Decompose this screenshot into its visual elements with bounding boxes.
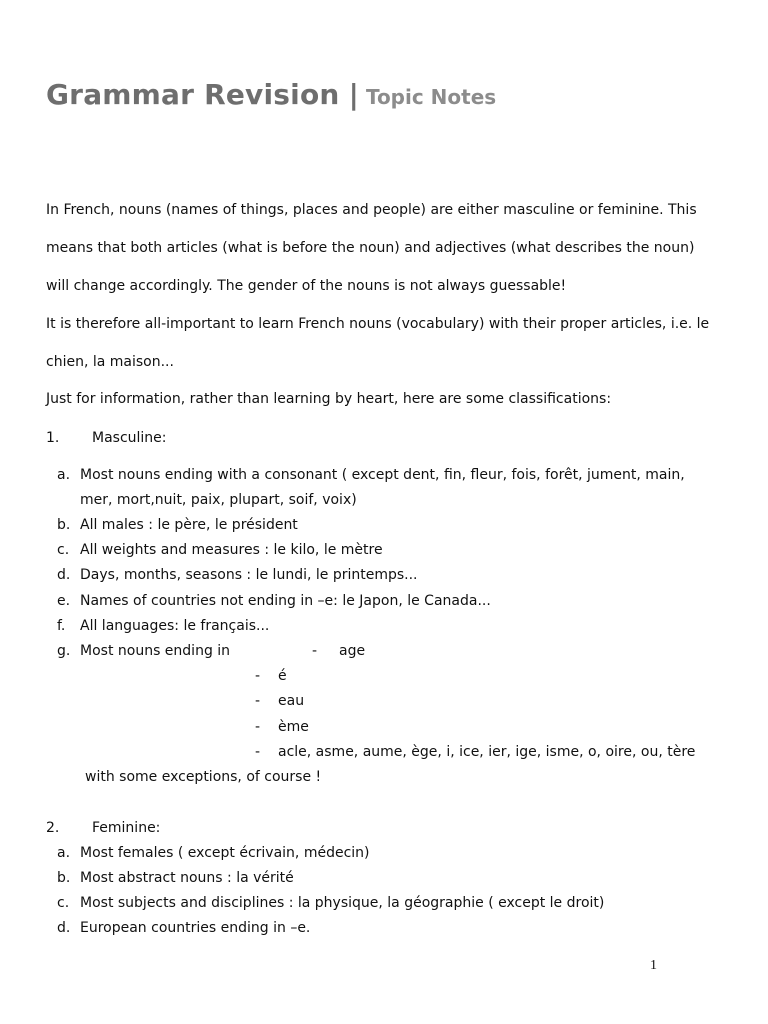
list-item: European countries ending in –e.: [80, 920, 311, 936]
list-item: Most subjects and disciplines : la physique, la géographie ( except le droit): [80, 895, 605, 911]
ending-dash: -: [255, 719, 261, 735]
list-item: All males : le père, le président: [80, 517, 298, 533]
list-marker: g.: [57, 643, 71, 659]
list-item: Most females ( except écrivain, médecin): [80, 845, 370, 861]
intro-paragraph-1-line-2: means that both articles (what is before the noun) and adjectives (what describes the noun): [46, 240, 695, 256]
ending-item: age: [339, 643, 366, 659]
ending-item: é: [278, 668, 287, 684]
intro-paragraph-1-line-3: will change accordingly. The gender of the nouns is not always guessable!: [46, 278, 567, 294]
page-title: [46, 78, 496, 111]
list-marker: d.: [57, 567, 71, 583]
list-item: Most nouns ending in: [80, 643, 231, 659]
section-heading-feminine: Feminine:: [92, 820, 161, 836]
title-subtitle: Topic Notes: [365, 85, 497, 109]
section-number-masculine: 1.: [46, 430, 60, 446]
list-marker: d.: [57, 920, 71, 936]
ending-dash: -: [255, 668, 261, 684]
list-item: All weights and measures : le kilo, le mètre: [80, 542, 383, 558]
ending-item: eau: [278, 693, 305, 709]
page-number: 1: [650, 958, 657, 973]
section-number-feminine: 2.: [46, 820, 60, 836]
list-marker: c.: [57, 542, 70, 558]
list-marker: e.: [57, 593, 71, 609]
list-marker: c.: [57, 895, 70, 911]
intro-paragraph-2-line-1: It is therefore all-important to learn French nouns (vocabulary) with their proper articles, i.e. le: [46, 316, 710, 332]
list-item-continuation: mer, mort,nuit, paix, plupart, soif, voix): [80, 492, 357, 508]
list-item: All languages: le français...: [80, 618, 270, 634]
title-main: Grammar Revision: [46, 78, 340, 111]
ending-dash: -: [255, 693, 261, 709]
list-marker: f.: [57, 618, 66, 634]
intro-paragraph-1-line-1: In French, nouns (names of things, places and people) are either masculine or feminine. This: [46, 202, 697, 218]
intro-paragraph-3: Just for information, rather than learning by heart, here are some classifications:: [46, 391, 612, 407]
ending-dash: -: [255, 744, 261, 760]
list-item: Most abstract nouns : la vérité: [80, 870, 294, 886]
title-separator: |: [348, 78, 359, 111]
ending-item: ème: [278, 719, 309, 735]
ending-dash: -: [312, 643, 318, 659]
list-marker: a.: [57, 467, 71, 483]
ending-item: acle, asme, aume, ège, i, ice, ier, ige, isme, o, oire, ou, tère: [278, 744, 696, 760]
list-marker: a.: [57, 845, 71, 861]
list-item: Names of countries not ending in –e: le Japon, le Canada...: [80, 593, 491, 609]
list-item: Most nouns ending with a consonant ( except dent, fin, fleur, fois, forêt, jument, main,: [80, 467, 685, 483]
section-heading-masculine: Masculine:: [92, 430, 167, 446]
exceptions-note: with some exceptions, of course !: [85, 769, 322, 785]
list-marker: b.: [57, 870, 71, 886]
list-marker: b.: [57, 517, 71, 533]
list-item: Days, months, seasons : le lundi, le printemps...: [80, 567, 418, 583]
intro-paragraph-2-line-2: chien, la maison...: [46, 354, 174, 370]
